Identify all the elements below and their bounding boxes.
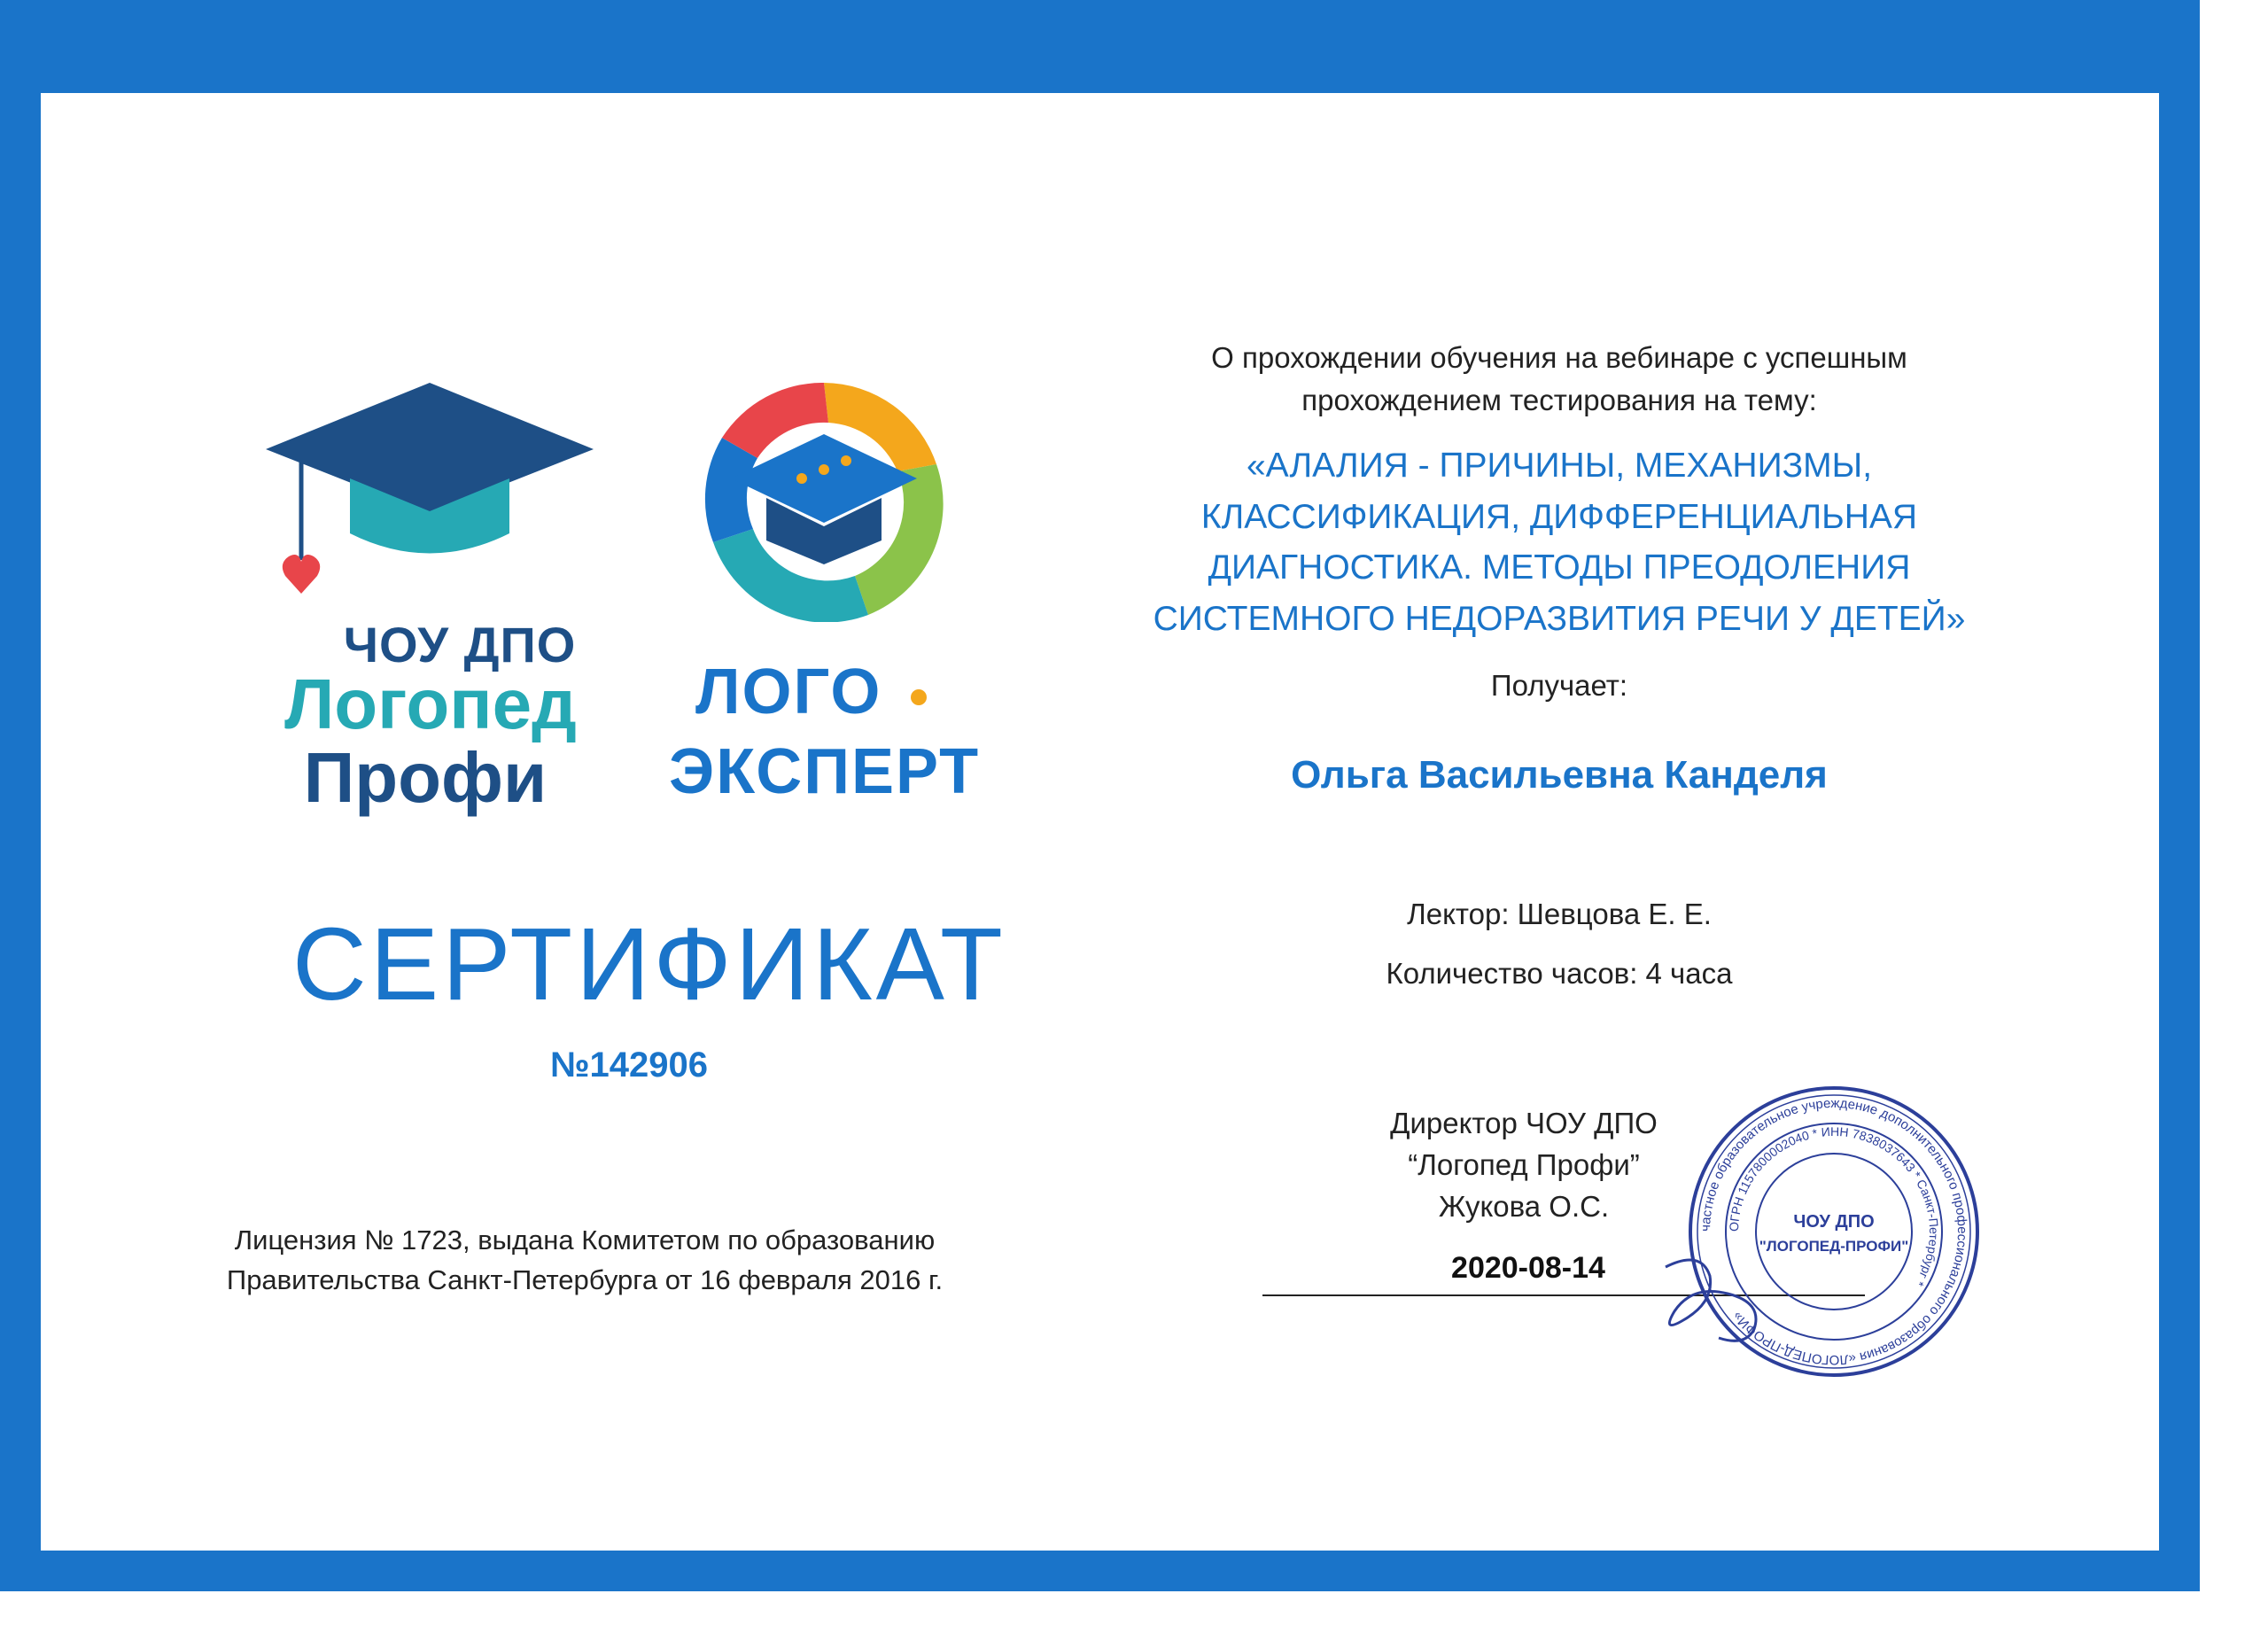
logoped-profi-name-line2: Профи [303,738,548,817]
certificate-number: №142906 [549,1046,709,1084]
director-line-3: Жукова О.С. [1438,1189,1610,1223]
recipient-name: Ольга Васильевна Канделя [1291,753,1828,797]
logo-expert-name-line2: ЭКСПЕРТ [669,736,981,807]
certificate-title: СЕРТИФИКАТ [292,906,1006,1022]
license-line-2: Правительства Санкт-Петербурга от 16 февраля 2016 г. [226,1263,944,1295]
intro-line-1: О прохождении обучения на вебинаре с успешным [1211,341,1907,374]
topic-line-3: ДИАГНОСТИКА. МЕТОДЫ ПРЕОДОЛЕНИЯ [1208,548,1911,587]
topic-line-4: СИСТЕМНОГО НЕДОРАЗВИТИЯ РЕЧИ У ДЕТЕЙ» [1153,600,1966,639]
license-line-1: Лицензия № 1723, выдана Комитетом по образованию [234,1224,936,1255]
svg-text:ОГРН 1157800002040 * ИНН 78380: ОГРН 1157800002040 * ИНН 7838037643 * Санкт-Петербург * [1726,1123,1942,1289]
round-seal-stamp [1683,1081,1984,1382]
svg-text:"ЛОГОПЕД-ПРОФИ": "ЛОГОПЕД-ПРОФИ" [1759,1238,1909,1255]
intro-line-2: прохождением тестирования на тему: [1301,383,1817,416]
signature-date: 2020-08-14 [1451,1251,1605,1285]
logo-expert-name-line1: ЛОГО [695,657,882,727]
director-block [1320,1103,1728,1228]
director-line-2: “Логопед Профи” [1408,1147,1640,1181]
logoped-profi-org: ЧОУ ДПО [343,617,577,672]
course-topic [1090,440,2029,645]
director-line-1: Директор ЧОУ ДПО [1390,1107,1658,1139]
topic-line-1: «АЛАЛИЯ - ПРИЧИНЫ, МЕХАНИЗМЫ, [1246,447,1873,485]
intro-text [1090,337,2029,422]
logoped-profi-name-line1: Логопед [284,665,577,743]
lecturer-line: Лектор: Шевцова Е. Е. [1407,898,1712,930]
topic-line-2: КЛАССИФИКАЦИЯ, ДИФФЕРЕНЦИАЛЬНАЯ [1200,497,1918,536]
receives-label: Получает: [1490,669,1628,702]
svg-text:ЧОУ ДПО: ЧОУ ДПО [1793,1212,1875,1232]
graduation-cap-heart-icon [266,383,602,604]
svg-text:частное образовательное учрежд: частное образовательное учреждение дополнительного профессионального образования «ЛОГОПЕД-ПРОФИ» [1697,1095,1970,1368]
logo-expert-dot-icon [911,689,927,705]
circular-cap-logo-icon [704,383,944,622]
hours-line: Количество часов: 4 часа [1386,957,1733,990]
license-text [142,1221,1028,1301]
